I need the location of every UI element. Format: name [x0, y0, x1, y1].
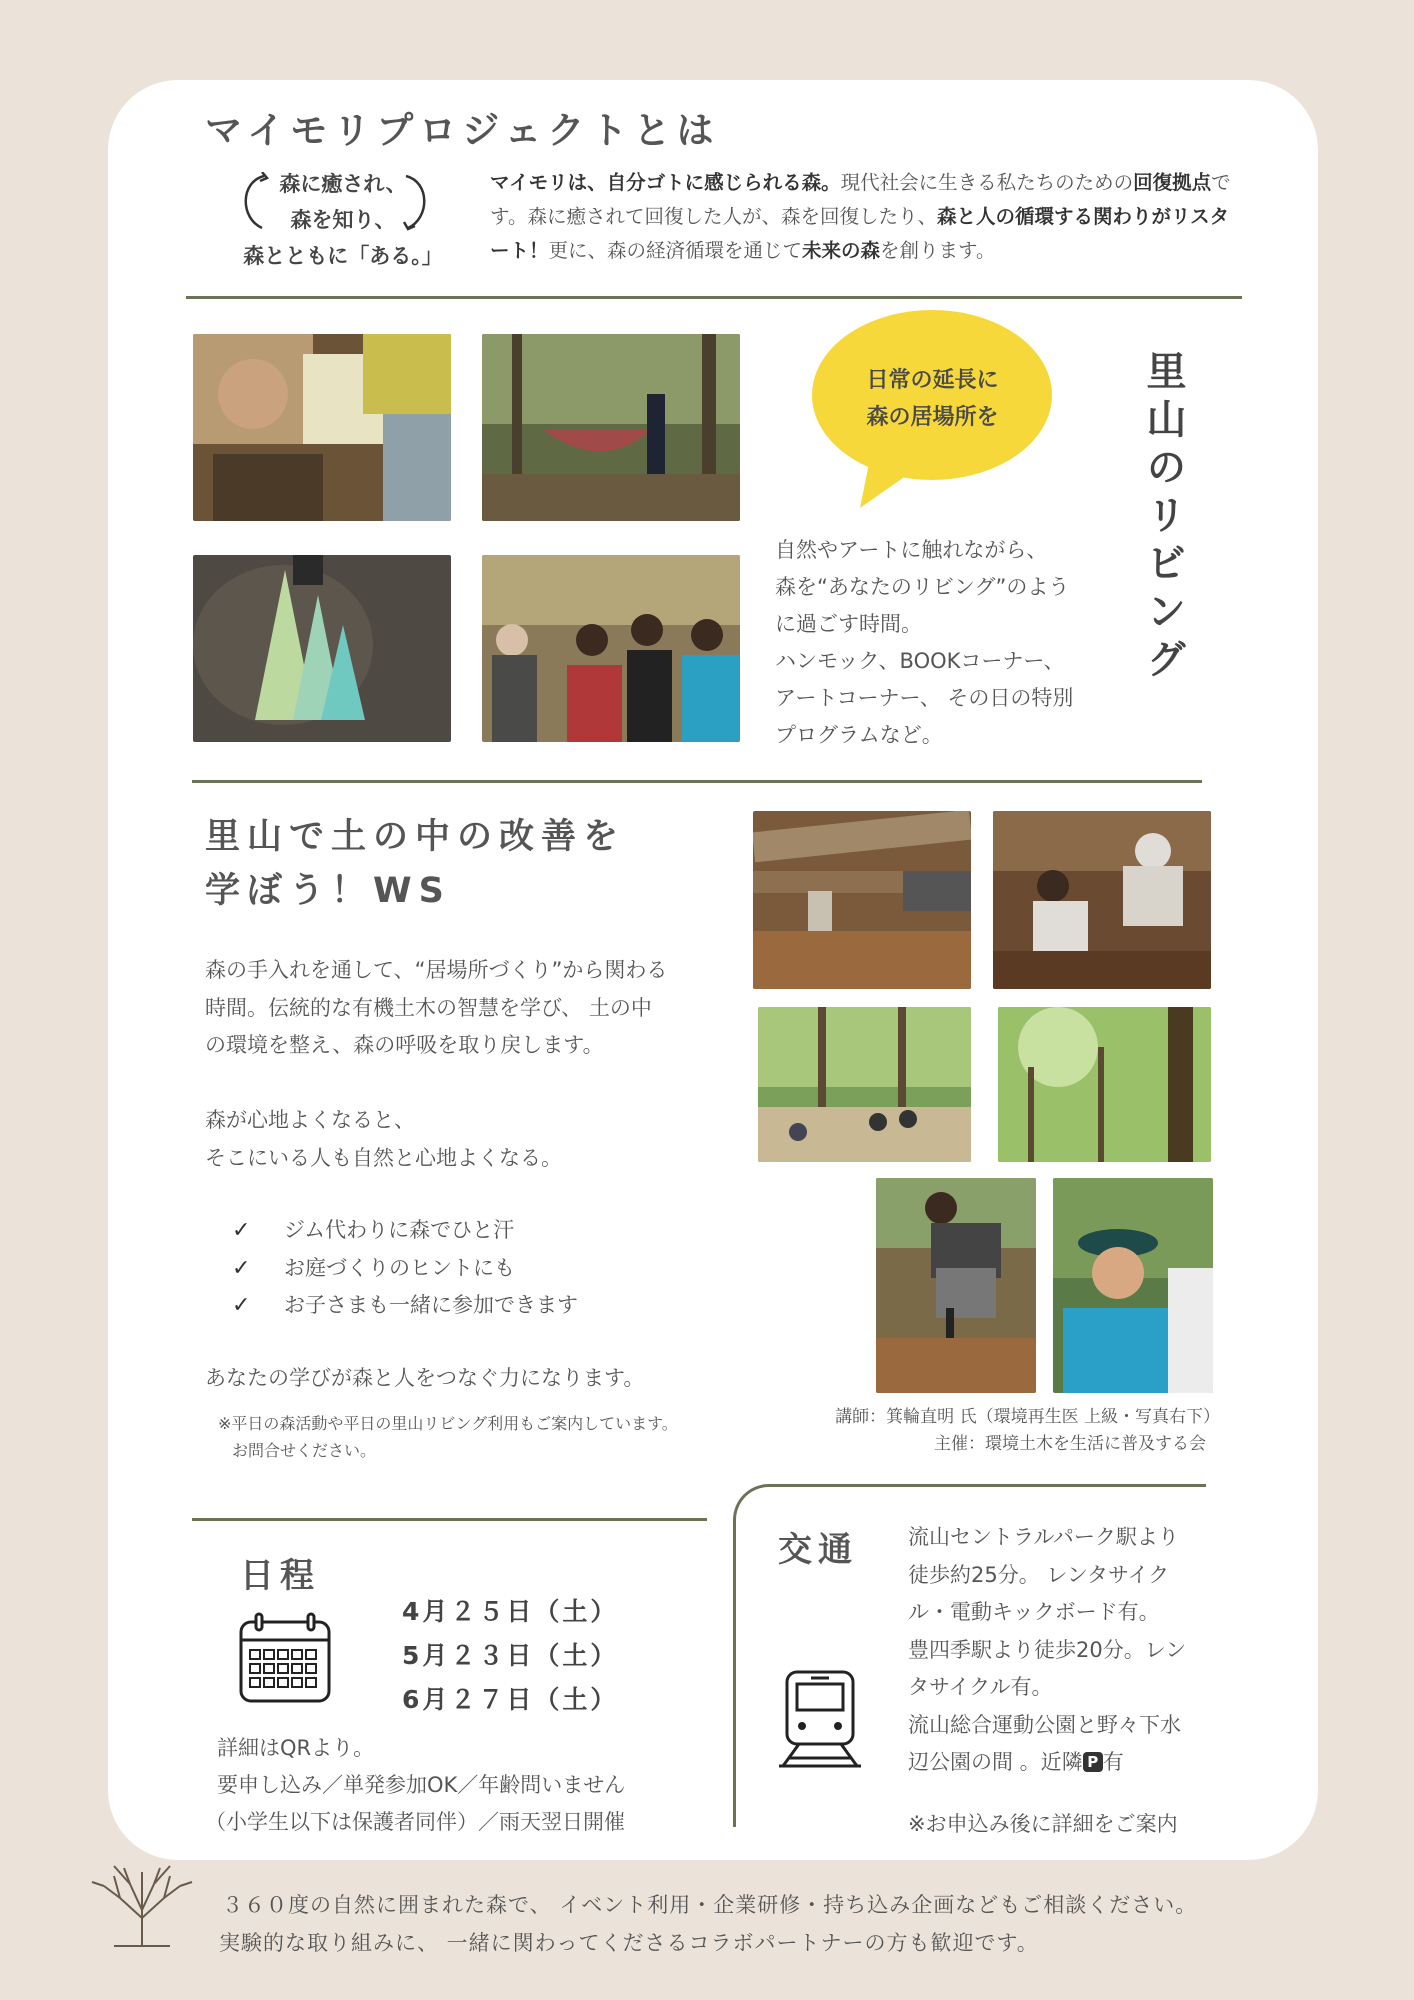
workshop-line: 森の手入れを通して、“居場所づくり”から関わる [205, 958, 668, 982]
divider [192, 1518, 707, 1521]
living-line: ハンモック、BOOKコーナー、 [775, 649, 1065, 673]
page-title: マイモリプロジェクトとは [205, 109, 720, 152]
photo-forest-gathering [758, 1007, 971, 1162]
motto-line: 森とともに「ある。」 [243, 244, 443, 268]
workshop-title [205, 810, 625, 918]
photo-instructor [1053, 1178, 1213, 1393]
intro-bold: マイモリは、自分ゴトに感じられる森。 [490, 171, 841, 194]
divider [186, 296, 1242, 299]
check-label: お庭づくりのヒントにも [284, 1255, 515, 1280]
living-description [775, 532, 1120, 754]
transport-line: 徒歩約25分。 レンタサイク [908, 1562, 1170, 1587]
transport-line: 流山セントラルパーク駅より [908, 1525, 1179, 1549]
living-line: 森を“あなたのリビング”のよう [775, 575, 1070, 599]
living-line: に過ごす時間。 [775, 612, 922, 636]
schedule-title: 日程 [240, 1556, 320, 1596]
motto-line: 森に癒され、 [279, 172, 407, 196]
note-line: お問合せください。 [232, 1441, 377, 1460]
intro-text: 更に、森の経済循環を通じて [548, 239, 803, 262]
date-item: 5月２３日（土） [402, 1641, 619, 1670]
train-icon [777, 1668, 863, 1770]
transport-line-text: 有 [1102, 1750, 1124, 1774]
transport-line: ル・電動キックボード有。 [908, 1600, 1160, 1624]
workshop-line: の環境を整え、森の呼吸を取り戻します。 [205, 1033, 604, 1057]
checkmark-icon: ✓ [232, 1255, 251, 1281]
credit-line: 主催：環境土木を生活に普及する会 [934, 1434, 1206, 1454]
photo-children-art [193, 334, 451, 521]
schedule-note-line: （小学生以下は保護者同伴）／雨天翌日開催 [205, 1810, 625, 1834]
parking-icon: P [1083, 1752, 1103, 1772]
transport-line: 流山総合運動公園と野々下水 [908, 1712, 1181, 1737]
transport-line: 豊四季駅より徒歩20分。レン [908, 1637, 1187, 1662]
workshop-line [205, 1065, 745, 1103]
motto [228, 166, 458, 274]
workshop-title-line: 里山で土の中の改善を [205, 817, 626, 857]
living-vertical-title: 里山のリビング [1140, 350, 1186, 686]
workshop-line: 森が心地よくなると、 [205, 1108, 415, 1132]
photo-man-digging [876, 1178, 1036, 1393]
list-item [232, 1287, 578, 1325]
motto-line: 森を知り、 [290, 208, 396, 232]
date-item: 4月２５日（土） [402, 1597, 619, 1626]
living-line: プログラムなど。 [775, 723, 943, 747]
transport-note: ※お申込み後に詳細をご案内 [908, 1812, 1178, 1836]
footer-text [219, 1886, 1198, 1962]
transport-line-text: 辺公園の間 。近隣 [908, 1750, 1083, 1774]
footer-line: ３６０度の自然に囲まれた森で、 イベント利用・企業研修・持ち込み企画などもご相談ください。 [222, 1893, 1198, 1917]
living-line: 自然やアートに触れながら、 [775, 538, 1048, 562]
photo-logs-tools [753, 811, 971, 989]
photo-child-digging [993, 811, 1211, 989]
date-item: 6月２７日（土） [402, 1685, 619, 1714]
intro-bold: 回復拠点 [1133, 171, 1212, 194]
intro-text: 現代社会に生きる私たちのための [840, 171, 1134, 194]
workshop-title-line: 学ぼう！WS [205, 871, 451, 911]
checkmark-icon: ✓ [232, 1218, 251, 1243]
workshop-line: 時間。伝統的な有機土木の智慧を学び、 土の中 [205, 995, 652, 1020]
transport-line [908, 1744, 1228, 1782]
credit-line: 講師：箕輪直明 氏（環境再生医 上級・写真右下） [835, 1407, 1220, 1427]
note-line: ※平日の森活動や平日の里山リビング利用もご案内しています。 [218, 1414, 678, 1433]
workshop-closing: あなたの学びが森と人をつなぐ力になります。 [205, 1366, 645, 1390]
workshop-notes [218, 1410, 678, 1464]
check-label: ジム代わりに森でひと汗 [284, 1218, 515, 1242]
intro-bold: 森と人の循環する関わりがリスタート！ [490, 205, 1230, 262]
schedule-note-line: 要申し込み／単発参加OK／年齢問いません [217, 1773, 626, 1797]
intro-bold: 未来の森 [802, 239, 881, 262]
bubble-line: 日常の延長に [866, 368, 999, 393]
list-item [232, 1250, 578, 1288]
bubble-line: 森の居場所を [866, 405, 999, 430]
photo-hammock-forest [482, 334, 740, 521]
living-line: アートコーナー、 その日の特別 [775, 686, 1074, 710]
transport-title: 交通 [778, 1530, 858, 1570]
footer-line: 実験的な取り組みに、 一緒に関わってくださるコラボパートナーの方も歓迎です。 [219, 1931, 1039, 1955]
intro-text: を創ります。 [880, 239, 996, 262]
calendar-icon [238, 1612, 332, 1704]
workshop-credits [700, 1404, 1220, 1458]
schedule-note-line: 詳細はQRより。 [217, 1736, 375, 1760]
workshop-line: そこにいる人も自然と心地よくなる。 [205, 1145, 562, 1170]
schedule-notes [205, 1730, 625, 1841]
tree-icon [84, 1858, 200, 1948]
workshop-body [205, 952, 745, 1177]
photo-group-talk [482, 555, 740, 742]
schedule-dates [402, 1590, 618, 1722]
intro-text: です。森に癒されて回復した人が、森を回復したり、 [490, 171, 1231, 228]
list-item [232, 1212, 578, 1250]
checklist [232, 1212, 578, 1325]
transport-body [908, 1519, 1228, 1782]
photo-canopy [998, 1007, 1211, 1162]
photo-art-trees [193, 555, 451, 742]
check-label: お子さまも一緒に参加できます [284, 1293, 578, 1317]
bubble-text [810, 362, 1055, 436]
divider [192, 780, 1202, 783]
checkmark-icon: ✓ [232, 1293, 251, 1318]
intro-paragraph [490, 166, 1235, 268]
transport-line: タサイクル有。 [908, 1675, 1053, 1699]
